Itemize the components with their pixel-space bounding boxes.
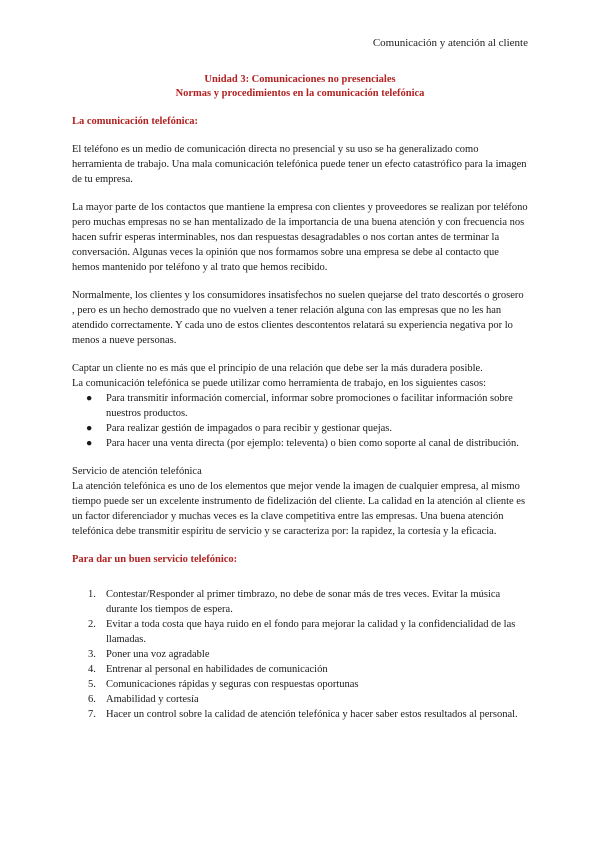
- list-item-text: Para realizar gestión de impagados o para recibir y gestionar quejas.: [106, 423, 393, 434]
- list-number: 4.: [88, 664, 96, 675]
- paragraph-1: El teléfono es un medio de comunicación directa no presencial y su uso se ha generalizado como herramienta de trabajo. Una mala comunicación telefónica puede tener un efecto catastrófico para la imagen de tu empresa.: [72, 144, 527, 185]
- uses-bullet-list: [72, 391, 528, 451]
- paragraph-4b: La comunicación telefónica se puede utilizar como herramienta de trabajo, en los siguientes casos:: [72, 378, 487, 389]
- section-heading-telephone-communication: La comunicación telefónica:: [72, 116, 198, 127]
- list-item: [72, 707, 528, 722]
- list-item-text: Hacer un control sobre la calidad de atención telefónica y hacer saber estos resultados al personal.: [106, 709, 518, 720]
- list-item-text: Contestar/Responder al primer timbrazo, no debe de sonar más de tres veces. Evitar la música durante los tiempos de espera.: [106, 589, 501, 615]
- list-item-text: Entrenar al personal en habilidades de comunicación: [106, 664, 328, 675]
- list-number: 3.: [88, 649, 96, 660]
- list-number: 6.: [88, 694, 96, 705]
- list-item-text: Poner una voz agradable: [106, 649, 210, 660]
- paragraph-3: Normalmente, los clientes y los consumidores insatisfechos no suelen quejarse del trato descortés o grosero , pero es un hecho demostrado que no vuelven a tener relación alguna con las empresas que no les han atendido correctamente. Y cada uno de estos clientes descontentos relatará su experiencia negativa por lo menos a nueve personas.: [72, 290, 524, 346]
- list-number: 7.: [88, 709, 96, 720]
- list-item: [72, 587, 528, 617]
- list-number: 2.: [88, 619, 96, 630]
- list-number: 1.: [88, 589, 96, 600]
- bullet-dot-icon: ●: [86, 438, 93, 449]
- list-item-text: Amabilidad y cortesía: [106, 694, 199, 705]
- unit-title-line2: Normas y procedimientos en la comunicación telefónica: [175, 88, 425, 99]
- list-item: [72, 421, 528, 436]
- paragraph-5: La atención telefónica es uno de los elementos que mejor vende la imagen de cualquier empresa, al mismo tiempo puede ser un excelente instrumento de fidelización del cliente. La calidad en la atención al cliente es un factor diferenciador y muchas veces es la clave competitiva entre las empresas. Una buena atención telefónica debe transmitir espíritu de servicio y se caracteriza por: la rapidez, la cortesía y la eficacia.: [72, 481, 526, 537]
- list-item: [72, 692, 528, 707]
- section-heading-good-service: Para dar un buen servicio telefónico:: [72, 554, 238, 565]
- paragraph-4a: Captar un cliente no es más que el principio de una relación que debe ser la más duradera posible.: [72, 363, 483, 374]
- good-service-steps-list: [72, 587, 528, 722]
- list-item: [72, 677, 528, 692]
- list-item-text: Comunicaciones rápidas y seguras con respuestas oportunas: [106, 679, 359, 690]
- list-item: [72, 391, 528, 421]
- unit-title-line1: Unidad 3: Comunicaciones no presenciales: [204, 74, 396, 85]
- bullet-dot-icon: ●: [86, 393, 93, 404]
- list-number: 5.: [88, 679, 96, 690]
- unit-title: [72, 73, 528, 101]
- bullet-dot-icon: ●: [86, 423, 93, 434]
- list-item: [72, 436, 528, 451]
- list-item-text: Para hacer una venta directa (por ejemplo: televenta) o bien como soporte al canal de distribución.: [106, 438, 519, 449]
- list-item: [72, 617, 528, 647]
- paragraph-2: La mayor parte de los contactos que mantiene la empresa con clientes y proveedores se realizan por teléfono pero muchas empresas no se han mentalizado de la importancia de una buena atención y con frecuencia nos hacen sufrir esperas interminables, nos dan respuestas desagradables o nos cortan antes de terminar la conversación. Algunas veces la opinión que nos formamos sobre una empresa se debe al contacto que hemos mantenido por teléfono y al trato que hemos recibido.: [72, 202, 528, 273]
- subheading-service: Servicio de atención telefónica: [72, 466, 202, 477]
- running-header: Comunicación y atención al cliente: [372, 37, 528, 49]
- list-item: [72, 647, 528, 662]
- list-item: [72, 662, 528, 677]
- list-item-text: Evitar a toda costa que haya ruido en el fondo para mejorar la calidad y la confidencialidad de las llamadas.: [106, 619, 516, 645]
- page-content: [72, 73, 528, 722]
- list-item-text: Para transmitir información comercial, informar sobre promociones o facilitar información sobre nuestros productos.: [106, 393, 513, 419]
